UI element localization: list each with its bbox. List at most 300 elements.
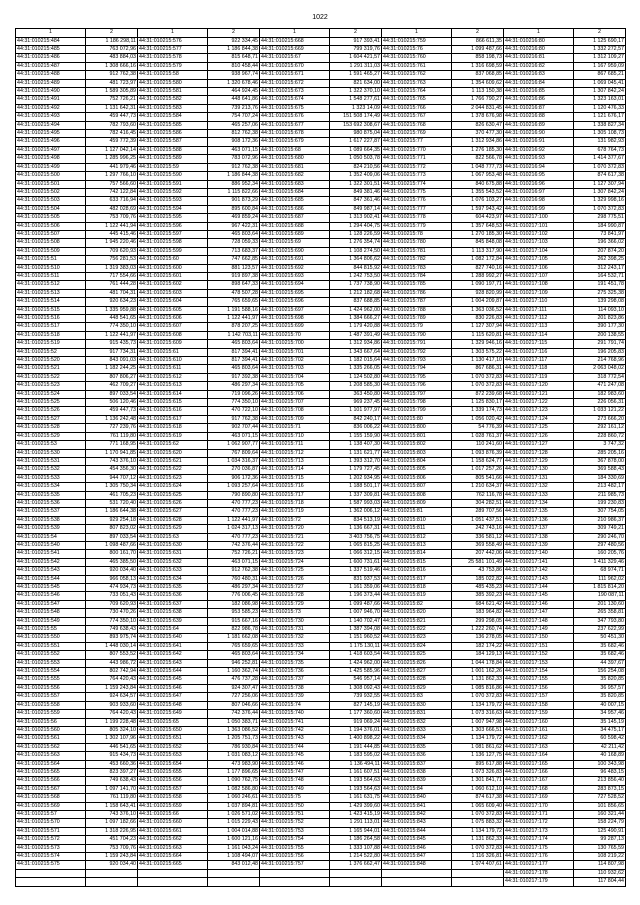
cadastral-value-cell: 747 662,85	[208, 256, 260, 264]
cadastral-number-cell: 44:31:010215:605	[138, 306, 208, 314]
cadastral-number-cell: 44:31:010215:80	[382, 415, 452, 423]
cadastral-value-cell: 1 161 043,24	[208, 844, 260, 852]
cadastral-number-cell: 44:31:010215:719	[260, 508, 330, 516]
cadastral-value-cell: 742 376,44	[208, 541, 260, 549]
cadastral-number-cell: 44:31:010217:100	[504, 214, 574, 222]
cadastral-number-cell: 44:31:010215:807	[382, 483, 452, 491]
cadastral-number-cell: 44:31:010215:681	[260, 163, 330, 171]
cadastral-number-cell: 44:31:010215:538	[16, 516, 86, 524]
table-row	[16, 146, 626, 154]
cadastral-value-cell: 917 393,41	[330, 37, 382, 45]
cadastral-number-cell: 44:31:010215:526	[16, 407, 86, 415]
table-row	[16, 407, 626, 415]
cadastral-value-cell: 68 974,71	[574, 567, 626, 575]
cadastral-value-cell: 465 257,06	[208, 121, 260, 129]
cadastral-number-cell: 44:31:010215:564	[16, 760, 86, 768]
cadastral-value-cell: 1 305 750,34	[86, 483, 138, 491]
cadastral-value-cell: 1 179 727,45	[330, 466, 382, 474]
cadastral-number-cell: 44:31:010216:91	[504, 138, 574, 146]
cadastral-number-cell: 44:31:010215:614	[138, 390, 208, 398]
cadastral-value-cell: 1 191 588,16	[208, 306, 260, 314]
cadastral-number-cell: 44:31:010216:95	[504, 172, 574, 180]
cadastral-value-cell: 836 006,22	[330, 424, 382, 432]
cadastral-value-cell: 743 376,10	[86, 457, 138, 465]
cadastral-number-cell: 44:31:010215:642	[138, 651, 208, 659]
cadastral-number-cell: 44:31:010217:156	[504, 684, 574, 692]
cadastral-value-cell: 761 119,80	[86, 794, 138, 802]
cadastral-value-cell: 35 682,46	[574, 651, 626, 659]
cadastral-value-cell: 184 330,69	[574, 474, 626, 482]
cadastral-value-cell: 774 350,10	[86, 617, 138, 625]
table-row	[16, 541, 626, 549]
cadastral-value-cell: 1 411 329,46	[574, 558, 626, 566]
cadastral-value-cell: 1 015 229,43	[208, 819, 260, 827]
cadastral-number-cell: 44:31:010215:779	[382, 222, 452, 230]
cadastral-number-cell: 44:31:010215:542	[16, 558, 86, 566]
cadastral-number-cell: 44:31:010215:611	[138, 365, 208, 373]
cadastral-value-cell: 1 587 993,03	[330, 499, 382, 507]
cadastral-value-cell: 1 131 862,33	[452, 836, 504, 844]
cadastral-value-cell: 1 101 977,97	[330, 407, 382, 415]
cadastral-number-cell: 44:31:010215:615	[138, 399, 208, 407]
cadastral-value-cell: 763 072,96	[86, 46, 138, 54]
cadastral-number-cell: 44:31:010215:81	[382, 508, 452, 516]
cadastral-number-cell: 44:31:010215:822	[382, 626, 452, 634]
cadastral-number-cell: 44:31:010217:123	[504, 407, 574, 415]
cadastral-value-cell: 1 067 953,48	[452, 172, 504, 180]
cadastral-number-cell: 44:31:010215:676	[260, 113, 330, 121]
cadastral-value-cell: 312 243,17	[574, 264, 626, 272]
cadastral-value-cell: 830 226,83	[452, 315, 504, 323]
cadastral-value-cell: 1 291 311,03	[330, 62, 382, 70]
cadastral-number-cell: 44:31:010217:163	[504, 743, 574, 751]
cadastral-number-cell: 44:31:010215:751	[260, 810, 330, 818]
cadastral-number-cell: 44:31:010217:162	[504, 735, 574, 743]
cadastral-number-cell: 44:31:010215:82	[382, 600, 452, 608]
cadastral-number-cell: 44:31:010215:698	[260, 315, 330, 323]
table-row	[16, 272, 626, 280]
cadastral-number-cell: 44:31:010215:783	[382, 264, 452, 272]
cadastral-value-cell: 823 397,27	[86, 768, 138, 776]
cadastral-value-cell: 1 065 815,25	[330, 541, 382, 549]
cadastral-number-cell: 44:31:010215:811	[382, 525, 452, 533]
table-body	[16, 37, 626, 886]
cadastral-number-cell: 44:31:010215:735	[260, 659, 330, 667]
table-row	[16, 281, 626, 289]
cadastral-value-cell: 840 675,88	[452, 180, 504, 188]
cadastral-number-cell: 44:31:010215:843	[382, 819, 452, 827]
cadastral-value-cell: 465 803,64	[208, 230, 260, 238]
cadastral-value-cell: 1 313 902,41	[330, 214, 382, 222]
cadastral-number-cell: 44:31:010215:602	[138, 281, 208, 289]
cadastral-number-cell: 44:31:010215:566	[16, 777, 86, 785]
cadastral-number-cell: 44:31:010215:764	[382, 88, 452, 96]
table-row	[16, 415, 626, 423]
cadastral-number-cell: 44:31:010215:799	[382, 407, 452, 415]
cadastral-value-cell: 2 063 048,02	[574, 365, 626, 373]
cadastral-number-cell: 44:31:010215:572	[16, 836, 86, 844]
cadastral-number-cell: 44:31:010215:808	[382, 491, 452, 499]
cadastral-number-cell: 44:31:010215:524	[16, 390, 86, 398]
cadastral-value-cell: 476 737,28	[208, 676, 260, 684]
cadastral-value-cell: 110 241,60	[452, 441, 504, 449]
cadastral-value-cell: 1 352 409,06	[330, 172, 382, 180]
cadastral-value-cell: 783 072,96	[208, 155, 260, 163]
cadastral-number-cell: 44:31:010215:517	[16, 323, 86, 331]
cadastral-number-cell: 44:31:010215:753	[260, 827, 330, 835]
cadastral-value-cell: 800 161,70	[86, 550, 138, 558]
cadastral-value-cell: 273 666,20	[574, 415, 626, 423]
cadastral-value-cell: 1 066 312,15	[330, 550, 382, 558]
cadastral-value-cell: 919 069,24	[330, 718, 382, 726]
cadastral-value-cell: 1 343 667,64	[330, 348, 382, 356]
cadastral-value-cell: 842 240,17	[330, 415, 382, 423]
cadastral-value-cell: 213 856,40	[574, 777, 626, 785]
cadastral-value-cell: 182 174,22	[452, 642, 504, 650]
cadastral-value-cell: 1 128 226,59	[330, 230, 382, 238]
cadastral-value-cell: 1 815 814,20	[574, 584, 626, 592]
cadastral-value-cell: 1 285 996,25	[86, 155, 138, 163]
cadastral-number-cell: 44:31:010215:661	[138, 827, 208, 835]
cadastral-value-cell: 153 692 308,67	[330, 121, 382, 129]
cadastral-value-cell: 897 033,54	[86, 390, 138, 398]
cadastral-number-cell: 44:31:010215:522	[16, 373, 86, 381]
table-row	[16, 130, 626, 138]
cadastral-number-cell: 44:31:010215:74	[260, 701, 330, 709]
cadastral-value-cell: 292 161,12	[574, 424, 626, 432]
cadastral-number-cell: 44:31:010215:549	[16, 617, 86, 625]
table-row	[16, 693, 626, 701]
cadastral-number-cell: 44:31:010215:596	[138, 222, 208, 230]
cadastral-value-cell: 270 036,87	[208, 466, 260, 474]
cadastral-value-cell: 719 096,26	[208, 390, 260, 398]
cadastral-value-cell: 443 986,72	[86, 659, 138, 667]
cadastral-value-cell: 1 393 312,70	[330, 457, 382, 465]
cadastral-value-cell: 709 620,93	[86, 600, 138, 608]
table-row	[16, 331, 626, 339]
cadastral-value-cell: 1 120 476,33	[574, 104, 626, 112]
empty-cell	[382, 869, 452, 877]
cadastral-number-cell: 44:31:010215:745	[260, 752, 330, 760]
cadastral-number-cell: 44:31:010215:551	[16, 642, 86, 650]
table-row	[16, 836, 626, 844]
cadastral-value-cell: 1 138 407,30	[330, 441, 382, 449]
cadastral-value-cell: 1 007 946,70	[330, 609, 382, 617]
cadastral-value-cell: 469 859,24	[208, 214, 260, 222]
cadastral-value-cell: 1 167 959,09	[574, 62, 626, 70]
cadastral-number-cell: 44:31:010215:567	[16, 785, 86, 793]
cadastral-value-cell: 285 205,16	[574, 449, 626, 457]
cadastral-value-cell: 481 704,31	[86, 289, 138, 297]
cadastral-value-cell: 1 600 731,61	[330, 558, 382, 566]
cadastral-number-cell: 44:31:010215:741	[260, 718, 330, 726]
cadastral-number-cell: 44:31:010215:712	[260, 449, 330, 457]
cadastral-value-cell: 881 123,57	[208, 264, 260, 272]
cadastral-value-cell: 242 743,16	[452, 525, 504, 533]
cadastral-value-cell: 1 338 827,34	[574, 121, 626, 129]
cadastral-number-cell: 44:31:010215:837	[382, 760, 452, 768]
cadastral-value-cell: 1 182 244,25	[86, 365, 138, 373]
cadastral-value-cell: 44 397,67	[574, 659, 626, 667]
cadastral-number-cell: 44:31:010215:749	[260, 785, 330, 793]
cadastral-number-cell: 44:31:010217:158	[504, 701, 574, 709]
cadastral-number-cell: 44:31:010215:692	[260, 264, 330, 272]
table-row	[16, 600, 626, 608]
cadastral-number-cell: 44:31:010216:82	[504, 62, 574, 70]
cadastral-value-cell: 1 597 943,42	[452, 205, 504, 213]
cadastral-value-cell: 938 967,74	[208, 71, 260, 79]
cadastral-number-cell: 44:31:010215:830	[382, 701, 452, 709]
cadastral-value-cell: 827 740,16	[452, 264, 504, 272]
cadastral-value-cell: 139 298,08	[574, 298, 626, 306]
cadastral-number-cell: 44:31:010215:73	[260, 609, 330, 617]
table-row	[16, 752, 626, 760]
cadastral-number-cell: 44:31:010215:520	[16, 357, 86, 365]
cadastral-value-cell: 953 585,23	[208, 609, 260, 617]
cadastral-number-cell: 44:31:010215:819	[382, 592, 452, 600]
table-row	[16, 483, 626, 491]
cadastral-number-cell: 44:31:010215:544	[16, 575, 86, 583]
cadastral-number-cell: 44:31:010215:624	[138, 483, 208, 491]
cadastral-number-cell: 44:31:010217:103	[504, 239, 574, 247]
cadastral-value-cell: 1 600 121,16	[208, 836, 260, 844]
cadastral-number-cell: 44:31:010217:126	[504, 432, 574, 440]
cadastral-value-cell: 760 480,31	[208, 575, 260, 583]
cadastral-number-cell: 44:31:010215:555	[16, 676, 86, 684]
cadastral-number-cell: 44:31:010215:744	[260, 743, 330, 751]
cadastral-number-cell: 44:31:010215:731	[260, 626, 330, 634]
cadastral-value-cell: 1 429 399,60	[330, 802, 382, 810]
cadastral-value-cell: 136 278,05	[452, 634, 504, 642]
cadastral-value-cell: 805 324,10	[86, 726, 138, 734]
cadastral-value-cell: 1 108 274,50	[330, 247, 382, 255]
cadastral-number-cell: 44:31:010215:781	[382, 247, 452, 255]
cadastral-number-cell: 44:31:010215:723	[260, 550, 330, 558]
cadastral-number-cell: 44:31:010215:525	[16, 399, 86, 407]
cadastral-value-cell: 1 098 487,66	[86, 541, 138, 549]
cadastral-number-cell: 44:31:010215:734	[260, 651, 330, 659]
cadastral-value-cell: 752 726,21	[208, 550, 260, 558]
cadastral-value-cell: 1 423 415,19	[330, 810, 382, 818]
cadastral-value-cell: 470 777,23	[208, 508, 260, 516]
cadastral-value-cell: 304 282,51	[452, 499, 504, 507]
cadastral-number-cell: 44:31:010215:697	[260, 306, 330, 314]
cadastral-value-cell: 463 071,15	[208, 432, 260, 440]
cadastral-value-cell: 843 012,48	[208, 861, 260, 869]
cadastral-value-cell: 727 528,52	[574, 794, 626, 802]
cadastral-value-cell: 185 022,82	[452, 575, 504, 583]
cadastral-number-cell: 44:31:010215:775	[382, 188, 452, 196]
cadastral-value-cell: 915 667,16	[208, 617, 260, 625]
cadastral-value-cell: 1 165 944,01	[330, 827, 382, 835]
cadastral-value-cell: 54 776,39	[452, 424, 504, 432]
table-row	[16, 222, 626, 230]
cadastral-value-cell: 478 507,28	[208, 289, 260, 297]
cadastral-number-cell: 44:31:010215:653	[138, 752, 208, 760]
cadastral-value-cell: 207 874,20	[574, 247, 626, 255]
cadastral-number-cell: 44:31:010215:644	[138, 668, 208, 676]
cadastral-value-cell: 684 621,42	[452, 600, 504, 608]
cadastral-value-cell: 1 202 934,95	[330, 474, 382, 482]
cadastral-value-cell: 903 933,60	[86, 701, 138, 709]
table-row	[16, 642, 626, 650]
cadastral-number-cell: 44:31:010217:125	[504, 424, 574, 432]
cadastral-value-cell: 446 541,65	[86, 743, 138, 751]
cadastral-number-cell: 44:31:010217:159	[504, 710, 574, 718]
table-row	[16, 474, 626, 482]
cadastral-value-cell: 1 159 243,84	[86, 684, 138, 692]
cadastral-value-cell: 1 186 644,38	[86, 508, 138, 516]
cadastral-number-cell: 44:31:010216:89	[504, 121, 574, 129]
cadastral-value-cell: 739 932,55	[330, 693, 382, 701]
cadastral-number-cell: 44:31:010215:700	[260, 340, 330, 348]
table-row	[16, 735, 626, 743]
cadastral-number-cell: 44:31:010215:701	[260, 348, 330, 356]
cadastral-value-cell: 874 617,38	[452, 794, 504, 802]
cadastral-number-cell: 44:31:010215:739	[260, 693, 330, 701]
cadastral-number-cell: 44:31:010215:627	[138, 508, 208, 516]
cadastral-value-cell: 771 168,95	[86, 441, 138, 449]
cadastral-value-cell: 448 541,65	[86, 315, 138, 323]
table-row	[16, 760, 626, 768]
cadastral-number-cell: 44:31:010215:569	[16, 802, 86, 810]
cadastral-number-cell: 44:31:010215:568	[16, 794, 86, 802]
cadastral-number-cell: 44:31:010215:71	[260, 424, 330, 432]
cadastral-value-cell: 802 742,94	[86, 668, 138, 676]
cadastral-value-cell: 465 803,64	[208, 365, 260, 373]
cadastral-value-cell: 837 068,85	[452, 71, 504, 79]
table-row	[16, 155, 626, 163]
cadastral-value-cell: 191 451,78	[574, 281, 626, 289]
cadastral-number-cell: 44:31:010215:831	[382, 710, 452, 718]
cadastral-number-cell: 44:31:010215:766	[382, 104, 452, 112]
cadastral-value-cell: 1 048 777,73	[452, 163, 504, 171]
cadastral-value-cell: 34 475,17	[574, 726, 626, 734]
cadastral-value-cell: 40 007,15	[574, 701, 626, 709]
cadastral-number-cell: 44:31:010215:679	[260, 138, 330, 146]
header-cell: 1	[260, 29, 330, 38]
cadastral-number-cell: 44:31:010215:709	[260, 415, 330, 423]
table-row	[16, 710, 626, 718]
cadastral-value-cell: 807 806,27	[86, 373, 138, 381]
cadastral-number-cell: 44:31:010215:513	[16, 289, 86, 297]
cadastral-number-cell: 44:31:010215:563	[16, 752, 86, 760]
cadastral-number-cell: 44:31:010215:636	[138, 592, 208, 600]
cadastral-number-cell: 44:31:010215:784	[382, 272, 452, 280]
cadastral-value-cell: 1 322 370,10	[330, 88, 382, 96]
cadastral-number-cell: 44:31:010215:805	[382, 466, 452, 474]
cadastral-value-cell: 1 136 127,75	[452, 752, 504, 760]
cadastral-value-cell: 1 158 643,41	[86, 802, 138, 810]
cadastral-value-cell: 164 532,71	[574, 272, 626, 280]
cadastral-value-cell: 1 418 603,54	[330, 651, 382, 659]
cadastral-value-cell: 1 070 372,83	[574, 163, 626, 171]
cadastral-value-cell: 1 355 543,52	[452, 188, 504, 196]
empty-cell	[452, 878, 504, 886]
cadastral-number-cell: 44:31:010217:142	[504, 567, 574, 575]
cadastral-value-cell: 485 435,23	[452, 584, 504, 592]
cadastral-value-cell: 901 873,29	[208, 197, 260, 205]
cadastral-number-cell: 44:31:010215:713	[260, 457, 330, 465]
cadastral-number-cell: 44:31:010215:494	[16, 121, 86, 129]
cadastral-value-cell: 1 161 607,51	[330, 768, 382, 776]
cadastral-number-cell: 44:31:010215:789	[382, 315, 452, 323]
cadastral-value-cell: 1 548 277,61	[330, 96, 382, 104]
cadastral-value-cell: 1 024 317,13	[208, 525, 260, 533]
table-row	[16, 79, 626, 87]
cadastral-number-cell: 44:31:010215:606	[138, 315, 208, 323]
cadastral-number-cell: 44:31:010215:825	[382, 651, 452, 659]
empty-cell	[16, 878, 86, 886]
cadastral-value-cell: 297 480,56	[574, 541, 626, 549]
cadastral-value-cell: 486 297,34	[208, 382, 260, 390]
cadastral-value-cell: 182 983,60	[574, 390, 626, 398]
cadastral-number-cell: 44:31:010217:108	[504, 281, 574, 289]
cadastral-number-cell: 44:31:010215:578	[138, 54, 208, 62]
cadastral-number-cell: 44:31:010215:763	[382, 79, 452, 87]
cadastral-number-cell: 44:31:010215:612	[138, 373, 208, 381]
table-row	[16, 827, 626, 835]
cadastral-number-cell: 44:31:010215:782	[382, 256, 452, 264]
table-row	[16, 37, 626, 45]
cadastral-value-cell: 1 294 404,75	[330, 222, 382, 230]
table-row	[16, 819, 626, 827]
cadastral-number-cell: 44:31:010215:492	[16, 104, 86, 112]
cadastral-value-cell: 1 186 298,11	[86, 37, 138, 45]
cadastral-value-cell: 1 007 947,98	[452, 718, 504, 726]
cadastral-number-cell: 44:31:010217:105	[504, 256, 574, 264]
cadastral-value-cell: 749 638,43	[86, 777, 138, 785]
cadastral-number-cell: 44:31:010215:716	[260, 483, 330, 491]
cadastral-number-cell: 44:31:010215:493	[16, 113, 86, 121]
cadastral-number-cell: 44:31:010215:737	[260, 676, 330, 684]
cadastral-value-cell: 100 343,98	[574, 760, 626, 768]
table-row	[16, 348, 626, 356]
cadastral-value-cell: 1 076 103,27	[452, 197, 504, 205]
cadastral-value-cell: 1 766 790,27	[452, 96, 504, 104]
cadastral-value-cell: 1 121 676,17	[574, 113, 626, 121]
cadastral-value-cell: 1 414 377,67	[574, 155, 626, 163]
cadastral-number-cell: 44:31:010215:584	[138, 113, 208, 121]
cadastral-number-cell: 44:31:010215:643	[138, 659, 208, 667]
cadastral-number-cell: 44:31:010215:655	[138, 768, 208, 776]
cadastral-value-cell: 1 122 441,97	[86, 331, 138, 339]
cadastral-value-cell: 822 566,78	[452, 155, 504, 163]
cadastral-value-cell: 1 140 702,47	[330, 617, 382, 625]
cadastral-value-cell: 1 161 359,06	[330, 584, 382, 592]
cadastral-value-cell: 1 242 753,50	[330, 272, 382, 280]
cadastral-value-cell: 1 113 317,90	[452, 247, 504, 255]
cadastral-value-cell: 1 033 121,22	[574, 407, 626, 415]
cadastral-value-cell: 1 070 372,83	[452, 382, 504, 390]
cadastral-number-cell: 44:31:010215:628	[138, 516, 208, 524]
cadastral-value-cell: 117 804,44	[574, 878, 626, 886]
cadastral-number-cell: 44:31:010217:132	[504, 483, 574, 491]
cadastral-value-cell: 463 071,15	[208, 558, 260, 566]
cadastral-number-cell: 44:31:010215:67	[260, 54, 330, 62]
cadastral-value-cell: 465 385,50	[86, 558, 138, 566]
cadastral-value-cell: 1 288 992,27	[452, 272, 504, 280]
cadastral-value-cell: 114 807,98	[574, 861, 626, 869]
table-row	[16, 592, 626, 600]
cadastral-number-cell: 44:31:010215:792	[382, 348, 452, 356]
table-row	[16, 508, 626, 516]
cadastral-value-cell: 753 709,76	[86, 214, 138, 222]
cadastral-number-cell: 44:31:010215:690	[260, 247, 330, 255]
cadastral-number-cell: 44:31:010215:635	[138, 584, 208, 592]
cadastral-number-cell: 44:31:010215:776	[382, 197, 452, 205]
cadastral-value-cell: 915 434,73	[86, 752, 138, 760]
